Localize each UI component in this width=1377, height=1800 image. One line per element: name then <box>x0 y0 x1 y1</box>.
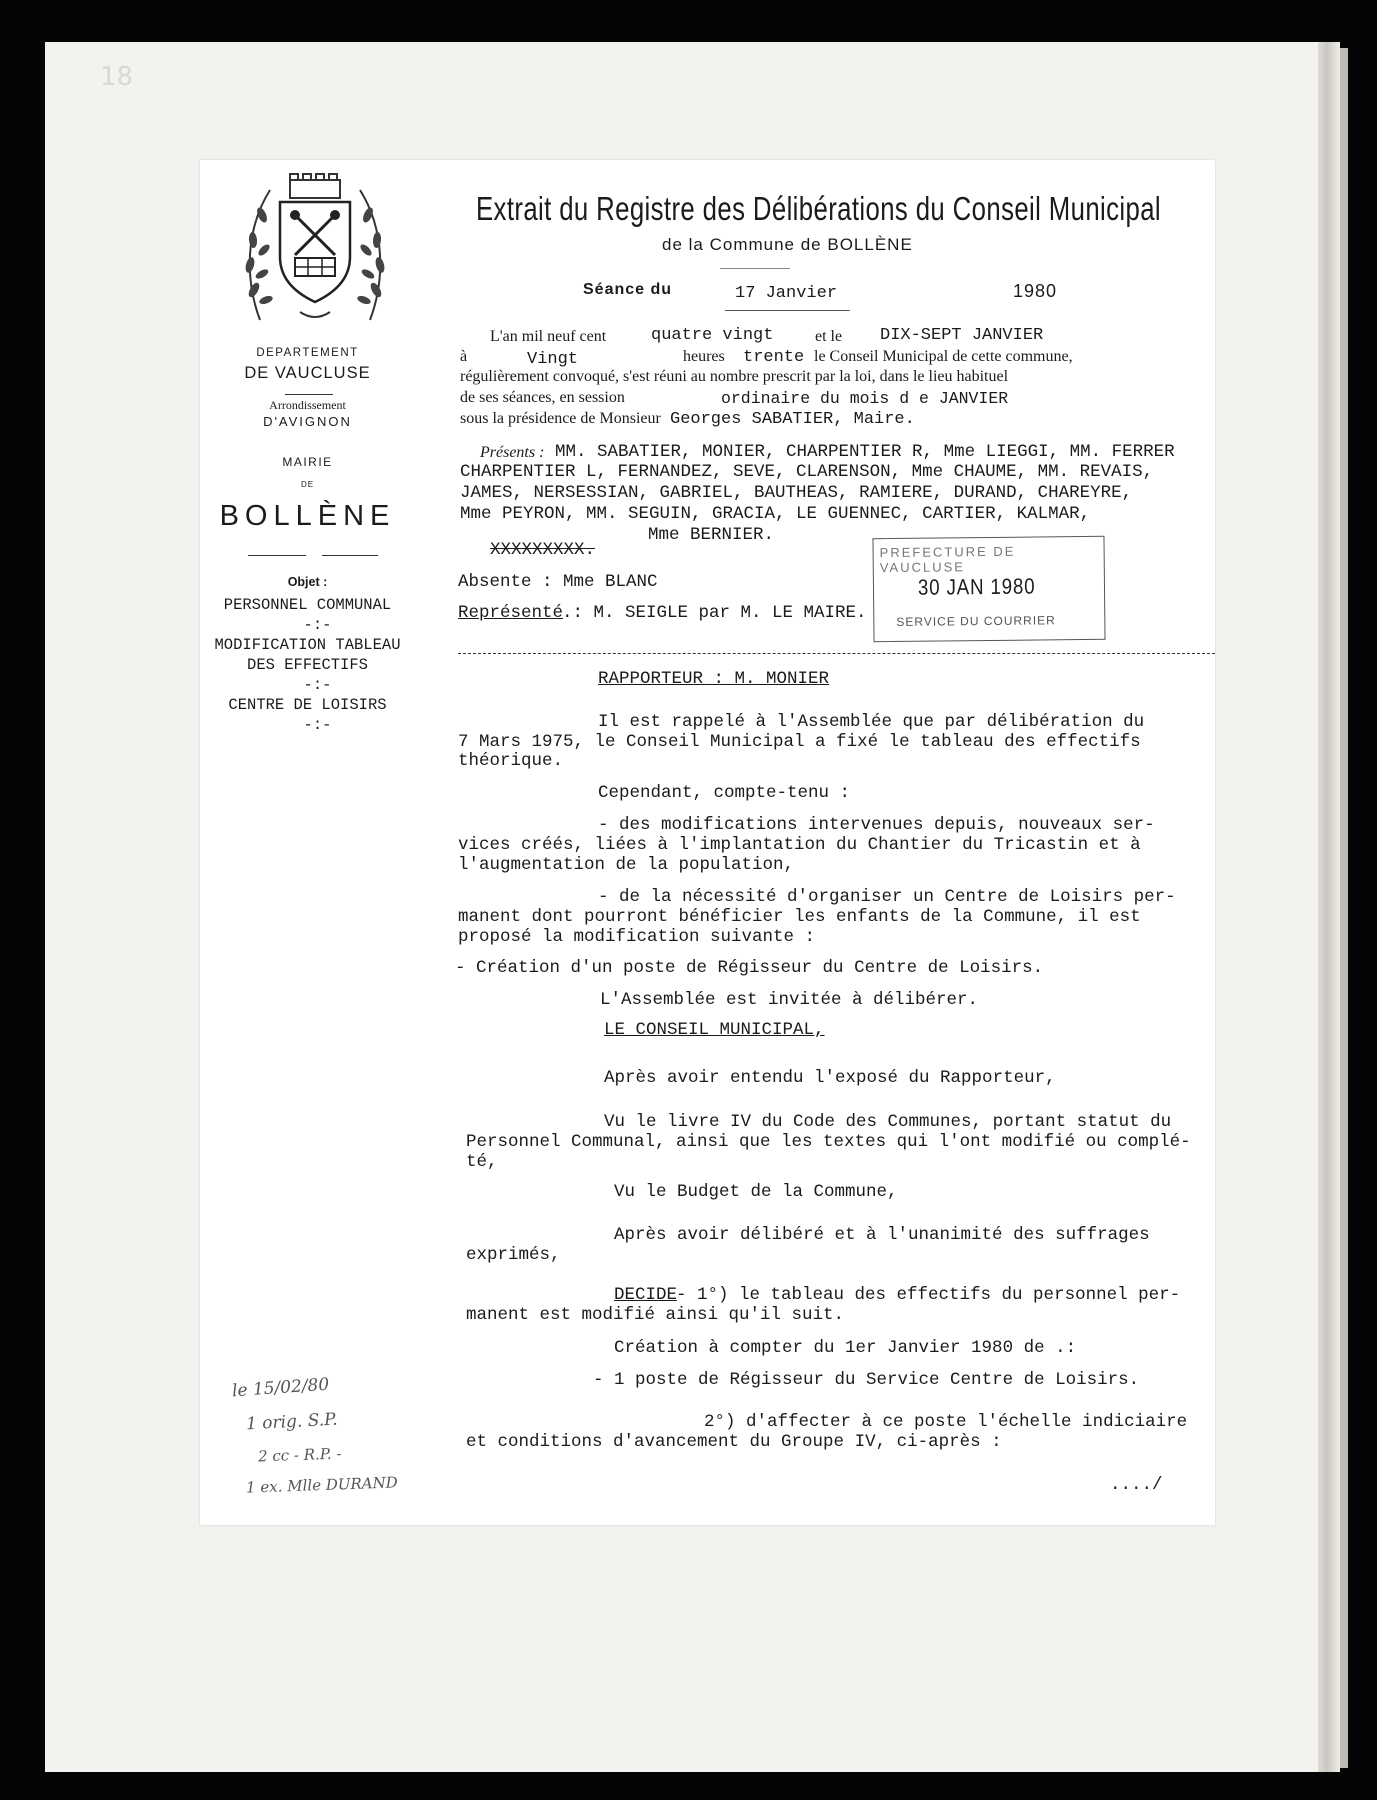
received-stamp <box>872 536 1105 642</box>
preamble-value: Georges SABATIER, Maire. <box>670 410 915 429</box>
body-line: Vu le livre IV du Code des Communes, portant statut du <box>604 1112 1172 1132</box>
body-line: Après avoir entendu l'exposé du Rapporteur, <box>604 1068 1056 1088</box>
seance-year: 1980 <box>1013 281 1058 301</box>
objet-line: MODIFICATION TABLEAU <box>214 636 401 654</box>
body-line: théorique. <box>458 751 564 771</box>
body-line: Création à compter du 1er Janvier 1980 de .: <box>614 1338 1077 1358</box>
body-line: L'Assemblée est invitée à délibérer. <box>600 990 979 1010</box>
conseil-heading: LE CONSEIL MUNICIPAL, <box>604 1020 825 1040</box>
presents-line: JAMES, NERSESSIAN, GABRIEL, BAUTHEAS, RAMIERE, DURAND, CHAREYRE, <box>460 483 1133 503</box>
body-line: Cependant, compte-tenu : <box>598 783 851 803</box>
coat-of-arms-icon <box>240 170 390 325</box>
binder-edge <box>1318 42 1340 1772</box>
preamble-value: Vingt <box>527 350 579 369</box>
preamble-text: régulièrement convoqué, s'est réuni au nombre prescrit par la loi, dans le lieu habituel <box>460 368 1009 385</box>
handwritten-note: 2 cc - R.P. - <box>257 1444 342 1466</box>
represente-label: Représenté <box>458 603 564 623</box>
objet-line: -:- <box>303 616 332 634</box>
mairie-label: MAIRIE <box>282 455 333 469</box>
handwritten-note: 1 orig. S.P. <box>245 1409 339 1435</box>
body-line: 7 Mars 1975, le Conseil Municipal a fixé le tableau des effectifs <box>458 732 1141 752</box>
body-line: l'augmentation de la population, <box>458 855 795 875</box>
body-line: vices créés, liées à l'implantation du Chantier du Tricastin et à <box>458 835 1141 855</box>
body-line: manent dont pourront bénéficier les enfants de la Commune, il est <box>458 907 1141 927</box>
body-line: Vu le Budget de la Commune, <box>614 1182 898 1202</box>
body-line: manent est modifié ainsi qu'il suit. <box>466 1305 845 1325</box>
presents-line: CHARPENTIER L, FERNANDEZ, SEVE, CLARENSON, Mme CHAUME, MM. REVAIS, <box>460 462 1154 482</box>
department-name: DE VAUCLUSE <box>244 364 371 382</box>
absente-line: Absente : Mme BLANC <box>458 572 658 592</box>
body-line: Personnel Communal, ainsi que les textes qui l'ont modifié ou complé- <box>466 1132 1191 1152</box>
objet-line: PERSONNEL COMMUNAL <box>223 596 392 614</box>
crossed-out-text: XXXXXXXXX. <box>490 540 596 560</box>
town-name: BOLLÈNE <box>219 500 396 532</box>
preamble-text: L'an mil neuf cent <box>490 328 607 345</box>
body-line: proposé la modification suivante : <box>458 927 816 947</box>
presents-line: Mme PEYRON, MM. SEGUIN, GRACIA, LE GUENNEC, CARTIER, KALMAR, <box>460 504 1091 524</box>
arrondissement-name: D'AVIGNON <box>263 414 352 429</box>
de-label: DE <box>300 480 315 489</box>
stamp-top-text: PREFECTURE DE VAUCLUSE <box>879 543 1016 576</box>
presents-line: Mme BERNIER. <box>648 525 775 545</box>
body-line: exprimés, <box>466 1245 561 1265</box>
objet-line: -:- <box>303 676 332 694</box>
preamble-text: de ses séances, en session <box>460 389 625 406</box>
rapporteur-line: RAPPORTEUR : M. MONIER <box>598 669 830 689</box>
body-line: té, <box>466 1152 498 1172</box>
preamble-value: trente <box>743 348 805 367</box>
seance-label: Séance du <box>583 281 673 298</box>
handwritten-note: 1 ex. Mlle DURAND <box>245 1473 399 1497</box>
represente-value: .: M. SEIGLE par M. LE MAIRE. <box>562 603 867 623</box>
department-label: DEPARTEMENT <box>256 347 359 359</box>
stamp-bottom-text: SERVICE DU COURRIER <box>896 613 1056 629</box>
body-line: - de la nécessité d'organiser un Centre de Loisirs per- <box>598 887 1176 907</box>
objet-label: Objet : <box>287 575 328 589</box>
objet-line: CENTRE DE LOISIRS <box>228 696 387 714</box>
binder-edge-shadow <box>1340 48 1348 1768</box>
seance-date: 17 Janvier <box>735 284 838 303</box>
separator <box>458 653 1215 654</box>
preamble-text: le Conseil Municipal de cette commune, <box>814 348 1073 365</box>
preamble-text: à <box>460 348 468 365</box>
body-line: - Création d'un poste de Régisseur du Centre de Loisirs. <box>455 958 1044 978</box>
arrondissement-label: Arrondissement <box>269 398 346 412</box>
preamble-text: sous la présidence de Monsieur <box>460 410 661 427</box>
continued-marker: ..../ <box>1110 1475 1163 1495</box>
objet-line: -:- <box>303 716 332 734</box>
presents-label: Présents : <box>480 444 545 461</box>
body-line: et conditions d'avancement du Groupe IV, ci-après : <box>466 1432 1002 1452</box>
objet-line: DES EFFECTIFS <box>247 656 368 674</box>
handwritten-note: le 15/02/80 <box>231 1374 330 1402</box>
preamble-value: quatre vingt <box>651 326 774 345</box>
stamp-date: 30 JAN 1980 <box>917 573 1036 600</box>
folio-number: 18 <box>100 62 134 92</box>
preamble-value: ordinaire du mois d e JANVIER <box>721 389 1009 408</box>
body-line: - 1°) le tableau des effectifs du personnel per- <box>676 1285 1181 1305</box>
document-subtitle: de la Commune de BOLLÈNE <box>662 235 913 254</box>
body-line: - 1 poste de Régisseur du Service Centre de Loisirs. <box>593 1370 1140 1390</box>
presents-line: MM. SABATIER, MONIER, CHARPENTIER R, Mme LIEGGI, MM. FERRER <box>555 442 1175 462</box>
body-line: 2°) d'affecter à ce poste l'échelle indiciaire <box>704 1412 1188 1432</box>
body-line: - des modifications intervenues depuis, nouveaux ser- <box>598 815 1155 835</box>
body-line: Il est rappelé à l'Assemblée que par délibération du <box>598 712 1145 732</box>
body-line: Après avoir délibéré et à l'unanimité des suffrages <box>614 1225 1150 1245</box>
decide-label: DECIDE <box>614 1285 678 1305</box>
document-title: Extrait du Registre des Délibérations du Conseil Municipal <box>476 190 1162 227</box>
preamble-value: DIX-SEPT JANVIER <box>880 326 1044 345</box>
preamble-text: heures <box>683 348 725 365</box>
preamble-text: et le <box>815 328 843 345</box>
